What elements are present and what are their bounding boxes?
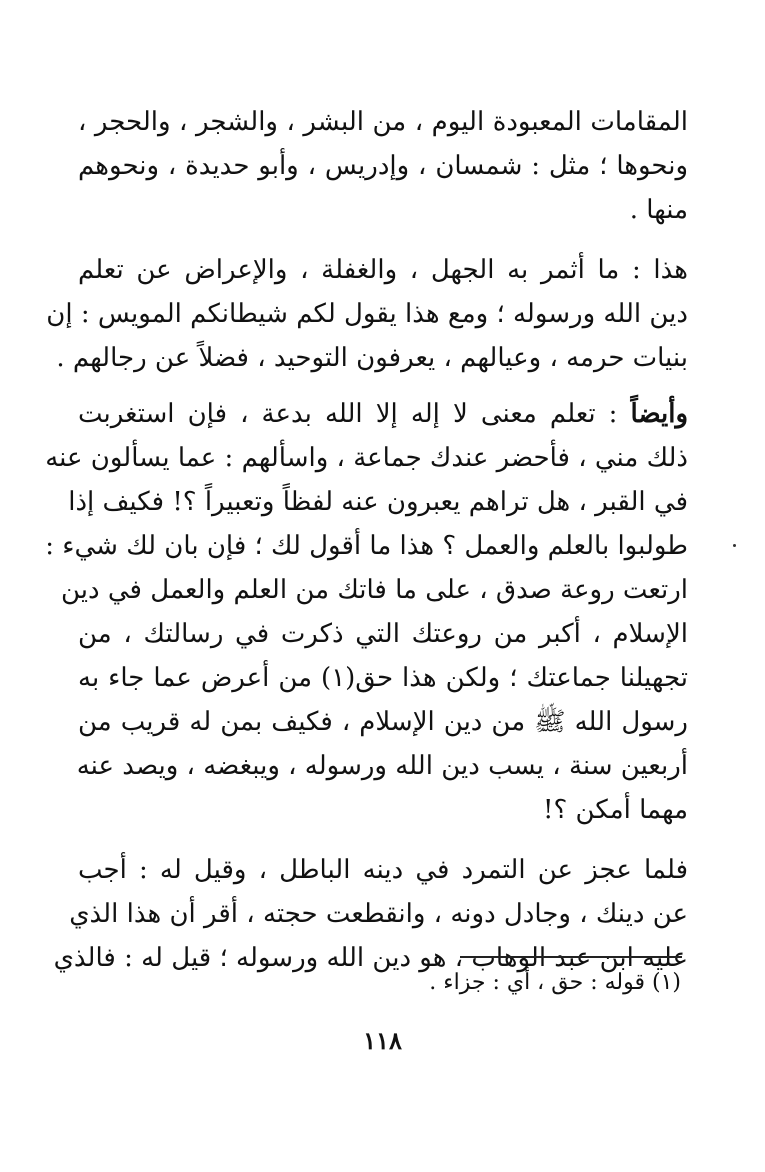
text-line: ونحوها ؛ مثل : شمسان ، وإدريس ، وأبو حديدة ، ونحوهم: [78, 151, 688, 181]
text-line: الإسلام ، أكبر من روعتك التي ذكرت في رسالتك ، من: [78, 619, 688, 649]
paragraph-3: [45, 392, 688, 832]
text-line: عليه ابن عبد الوهاب ، هو دين الله ورسوله ؛ قيل له : فالذي: [53, 943, 688, 973]
text-line: في القبر ، هل تراهم يعبرون عنه لفظاً وتعبيراً ؟! فكيف إذا: [68, 487, 688, 517]
page-number: ١١٨: [363, 1026, 402, 1055]
text-line: تجهيلنا جماعتك ؛ ولكن هذا حق(١) من أعرض عما جاء به: [78, 663, 688, 693]
page-body: [45, 100, 688, 980]
text-line: فلما عجز عن التمرد في دينه الباطل ، وقيل له : أجب: [78, 855, 688, 885]
text-line: رسول الله ﷺ من دين الإسلام ، فكيف بمن له قريب من: [78, 707, 688, 737]
paragraph-2: [46, 248, 688, 380]
paragraph-1: [78, 100, 688, 232]
text-line: طولبوا بالعلم والعمل ؟ هذا ما أقول لك ؛ فإن بان لك شيء :: [45, 531, 688, 561]
text-line: بنيات حرمه ، وعيالهم ، يعرفون التوحيد ، فضلاً عن رجالهم .: [56, 343, 688, 373]
text-line: ذلك مني ، فأحضر عندك جماعة ، واسألهم : عما يسألون عنه: [45, 443, 688, 473]
text-line: ارتعت روعة صدق ، على ما فاتك من العلم والعمل في دين: [61, 575, 688, 605]
text-line-rest: : تعلم معنى لا إله إلا الله بدعة ، فإن استغربت: [78, 399, 618, 429]
stray-dot: [733, 544, 736, 547]
text-line: مهما أمكن ؟!: [543, 795, 688, 825]
text-line-with-lead: [78, 392, 688, 436]
text-line: عن دينك ، وجادل دونه ، وانقطعت حجته ، أقر أن هذا الذي: [69, 899, 688, 929]
footnote-separator: [460, 956, 682, 958]
text-line: المقامات المعبودة اليوم ، من البشر ، والشجر ، والحجر ،: [78, 107, 688, 137]
text-line: هذا : ما أثمر به الجهل ، والغفلة ، والإعراض عن تعلم: [78, 255, 688, 285]
text-line: أربعين سنة ، يسب دين الله ورسوله ، ويبغضه ، ويصد عنه: [76, 751, 688, 781]
text-line: منها .: [629, 195, 688, 225]
lead-word: وأيضاً: [630, 399, 688, 429]
text-line: دين الله ورسوله ؛ ومع هذا يقول لكم شيطانكم المويس : إن: [46, 299, 688, 329]
paragraph-4: [53, 848, 688, 980]
footnote: (١) قوله : حق ، أي : جزاء .: [429, 970, 681, 995]
